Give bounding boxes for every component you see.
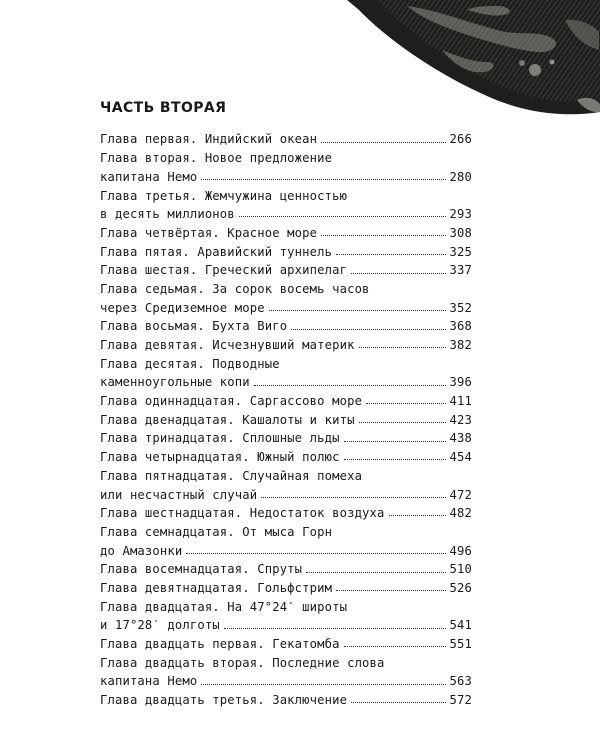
toc-entry (100, 258, 472, 277)
dot-leader (291, 329, 445, 330)
toc-entry (100, 333, 472, 352)
engraving-svg (347, 0, 600, 118)
dot-leader (201, 179, 445, 180)
toc-entry (100, 407, 472, 426)
toc-entry (100, 538, 472, 557)
toc-page-number: 280 (449, 169, 472, 184)
toc-page-number: 352 (449, 300, 472, 315)
toc-page-number: 396 (449, 375, 472, 390)
dot-leader (269, 310, 446, 311)
dot-leader (344, 646, 446, 647)
toc-page-number: 293 (449, 207, 472, 222)
toc-entry-title: Глава третья. Жемчужина ценностью (100, 188, 348, 203)
toc-page-number: 482 (449, 506, 472, 521)
toc-entry-title: Глава двадцать первая. Гекатомба (100, 637, 340, 652)
toc-page-number: 563 (449, 674, 472, 689)
toc-entry-title: Глава шестая. Греческий архипелаг (100, 263, 348, 278)
dot-leader (224, 628, 446, 629)
dot-leader (351, 702, 445, 703)
toc-entry-title: Глава двадцать третья. Заключение (100, 693, 348, 708)
dot-leader (351, 273, 445, 274)
toc-entry (100, 557, 472, 576)
toc-entry (100, 445, 472, 464)
dot-leader (254, 385, 446, 386)
part-title: ЧАСТЬ ВТОРАЯ (100, 100, 227, 116)
dot-leader (321, 235, 445, 236)
dot-leader (239, 216, 446, 217)
toc-entry (100, 295, 472, 314)
dot-leader (186, 553, 445, 554)
toc-entry (100, 463, 472, 482)
toc-entry (100, 669, 472, 688)
toc-page-number: 551 (449, 637, 472, 652)
toc-entry-title: Глава вторая. Новое предложение (100, 151, 333, 166)
toc-entry-title: или несчастный случай (100, 487, 258, 502)
toc-page-number: 411 (449, 394, 472, 409)
toc-page-number: 454 (449, 450, 472, 465)
toc-page-number: 337 (449, 263, 472, 278)
toc-page-number: 423 (449, 412, 472, 427)
toc-entry-title: Глава шестнадцатая. Недостаток воздуха (100, 506, 385, 521)
toc-entry (100, 277, 472, 296)
toc-entry-title: Глава одиннадцатая. Саргассово море (100, 394, 363, 409)
toc-entry (100, 202, 472, 221)
toc-entry-title: и 17°28′ долготы (100, 618, 220, 633)
toc-entry-title: Глава двенадцатая. Кашалоты и киты (100, 412, 355, 427)
dot-leader (344, 441, 446, 442)
toc-entry-title: Глава двадцать вторая. Последние слова (100, 655, 385, 670)
toc-entry (100, 426, 472, 445)
toc-entry-title: Глава девятнадцатая. Гольфстрим (100, 580, 333, 595)
toc-entry (100, 239, 472, 258)
dot-leader (344, 459, 446, 460)
dot-leader (336, 590, 445, 591)
toc-entry-title: через Средиземное море (100, 300, 265, 315)
dot-leader (336, 254, 445, 255)
toc-page-number: 382 (449, 338, 472, 353)
toc-entry (100, 351, 472, 370)
toc-entry (100, 183, 472, 202)
toc-entry (100, 594, 472, 613)
toc-page-number: 472 (449, 487, 472, 502)
dot-leader (261, 497, 445, 498)
toc-page-number: 526 (449, 580, 472, 595)
dot-leader (359, 422, 446, 423)
dot-leader (389, 515, 446, 516)
toc-entry-title: Глава тринадцатая. Сплошные льды (100, 431, 340, 446)
toc-entry (100, 519, 472, 538)
toc-page-number: 572 (449, 693, 472, 708)
toc-entry (100, 632, 472, 651)
toc-entry (100, 482, 472, 501)
toc-entry (100, 650, 472, 669)
toc-entry (100, 314, 472, 333)
engraving-corner-illustration (347, 0, 600, 118)
toc-page-number: 308 (449, 225, 472, 240)
toc-entry-title: каменноугольные копи (100, 375, 250, 390)
toc-entry-title: до Амазонки (100, 543, 183, 558)
dot-leader (201, 684, 445, 685)
toc-page-number: 266 (449, 132, 472, 147)
toc-entry-title: Глава восемнадцатая. Спруты (100, 562, 303, 577)
toc-entry-title: Глава седьмая. За сорок восемь часов (100, 281, 370, 296)
dot-leader (359, 347, 446, 348)
toc-page-number: 438 (449, 431, 472, 446)
toc-entry (100, 389, 472, 408)
toc-entry (100, 688, 472, 707)
toc-entry (100, 220, 472, 239)
toc-page-number: 496 (449, 543, 472, 558)
toc-entry (100, 576, 472, 595)
toc-page-number: 325 (449, 244, 472, 259)
toc-entry-title: Глава четвёртая. Красное море (100, 225, 318, 240)
dot-leader (306, 572, 445, 573)
toc-entry-title: Глава первая. Индийский океан (100, 132, 318, 147)
toc-page-number: 541 (449, 618, 472, 633)
dot-leader (321, 142, 445, 143)
toc-entry (100, 164, 472, 183)
toc-entry-title: Глава четырнадцатая. Южный полюс (100, 450, 340, 465)
dot-leader (366, 403, 445, 404)
toc-entry (100, 127, 472, 146)
toc-entry-title: Глава двадцатая. На 47°24′ широты (100, 599, 348, 614)
toc-entry (100, 146, 472, 165)
toc-entry (100, 613, 472, 632)
toc-entry (100, 370, 472, 389)
toc-entry-title: Глава семнадцатая. От мыса Горн (100, 524, 333, 539)
toc-page-number: 510 (449, 562, 472, 577)
toc-entry-title: Глава десятая. Подводные (100, 356, 280, 371)
toc-entry-title: Глава пятнадцатая. Случайная помеха (100, 468, 363, 483)
toc-entry-title: капитана Немо (100, 169, 198, 184)
toc-page-number: 368 (449, 319, 472, 334)
toc-entry-title: капитана Немо (100, 674, 198, 689)
toc-entry-title: Глава восьмая. Бухта Виго (100, 319, 288, 334)
toc-entry-title: Глава пятая. Аравийский туннель (100, 244, 333, 259)
toc-entry-title: Глава девятая. Исчезнувший материк (100, 338, 355, 353)
table-of-contents (100, 127, 472, 706)
toc-entry (100, 501, 472, 520)
toc-entry-title: в десять миллионов (100, 207, 235, 222)
